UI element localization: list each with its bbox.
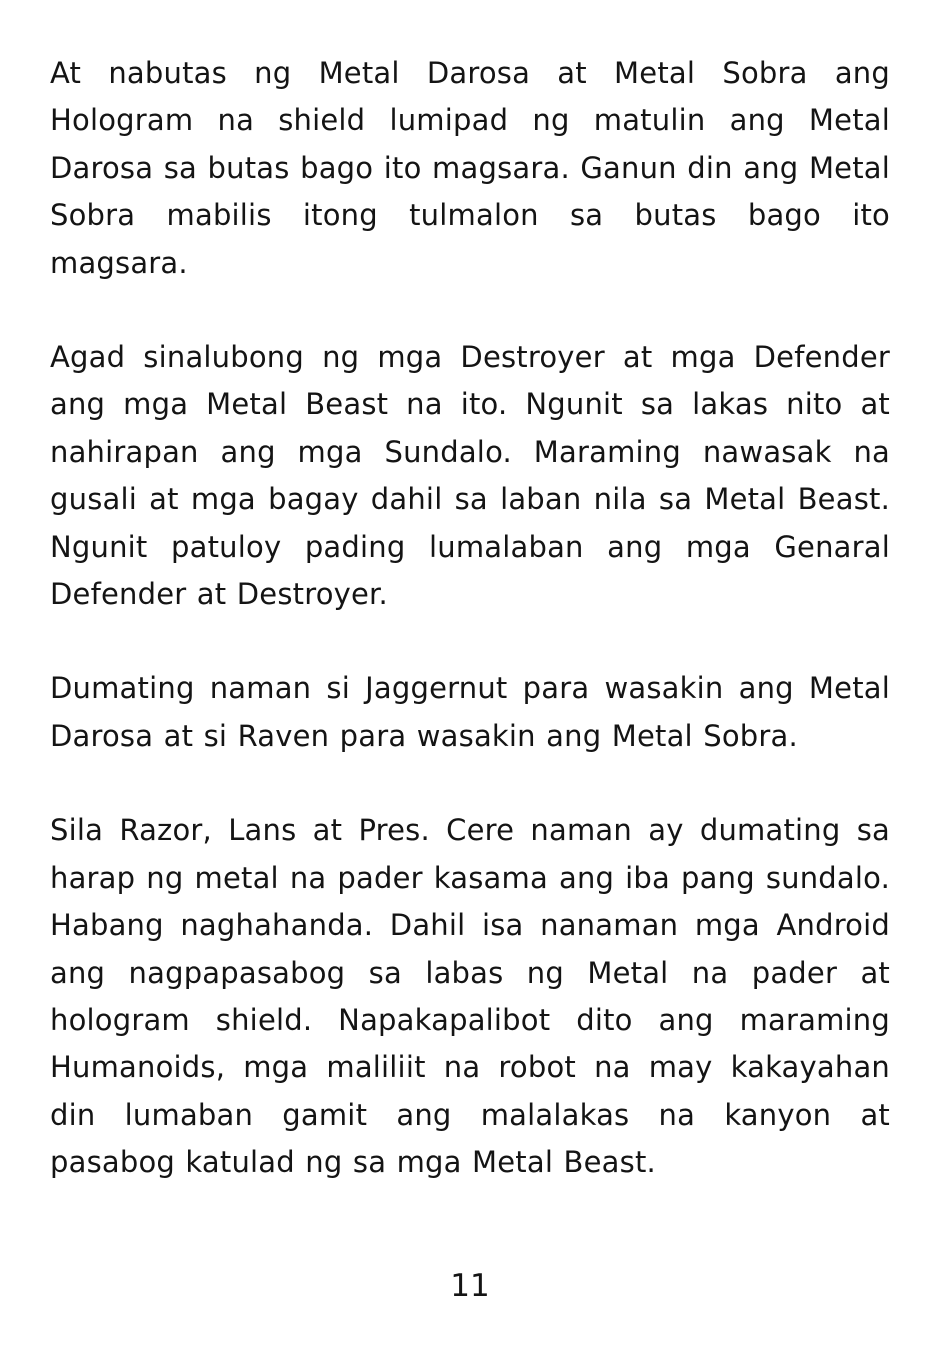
paragraph-4: Sila Razor, Lans at Pres. Cere naman ay dumating sa harap ng metal na pader kasama ang iba pang sundalo. Habang naghahanda. Dahil isa nanaman mga Android ang nagpapasabog sa labas ng Metal na pader at hologram shield. Napakapalibot dito ang maraming Humanoids, mga maliliit na robot na may kakayahan din lumaban gamit ang malalakas na kanyon at pasabog katulad ng sa mga Metal Beast. <box>50 813 890 1180</box>
page-number: 11 <box>450 1268 490 1304</box>
paragraph-1: At nabutas ng Metal Darosa at Metal Sobra ang Hologram na shield lumipad ng matulin ang Metal Darosa sa butas bago ito magsara. Ganun din ang Metal Sobra mabilis itong tulmalon sa butas bago ito magsara. <box>50 56 890 280</box>
page-body <box>50 50 890 1187</box>
paragraph-3: Dumating naman si Jaggernut para wasakin ang Metal Darosa at si Raven para wasakin ang Metal Sobra. <box>50 671 890 753</box>
paragraph-2: Agad sinalubong ng mga Destroyer at mga Defender ang mga Metal Beast na ito. Ngunit sa lakas nito at nahirapan ang mga Sundalo. Maraming nawasak na gusali at mga bagay dahil sa laban nila sa Metal Beast. Ngunit patuloy pading lumalaban ang mga Genaral Defender at Destroyer. <box>50 340 890 612</box>
